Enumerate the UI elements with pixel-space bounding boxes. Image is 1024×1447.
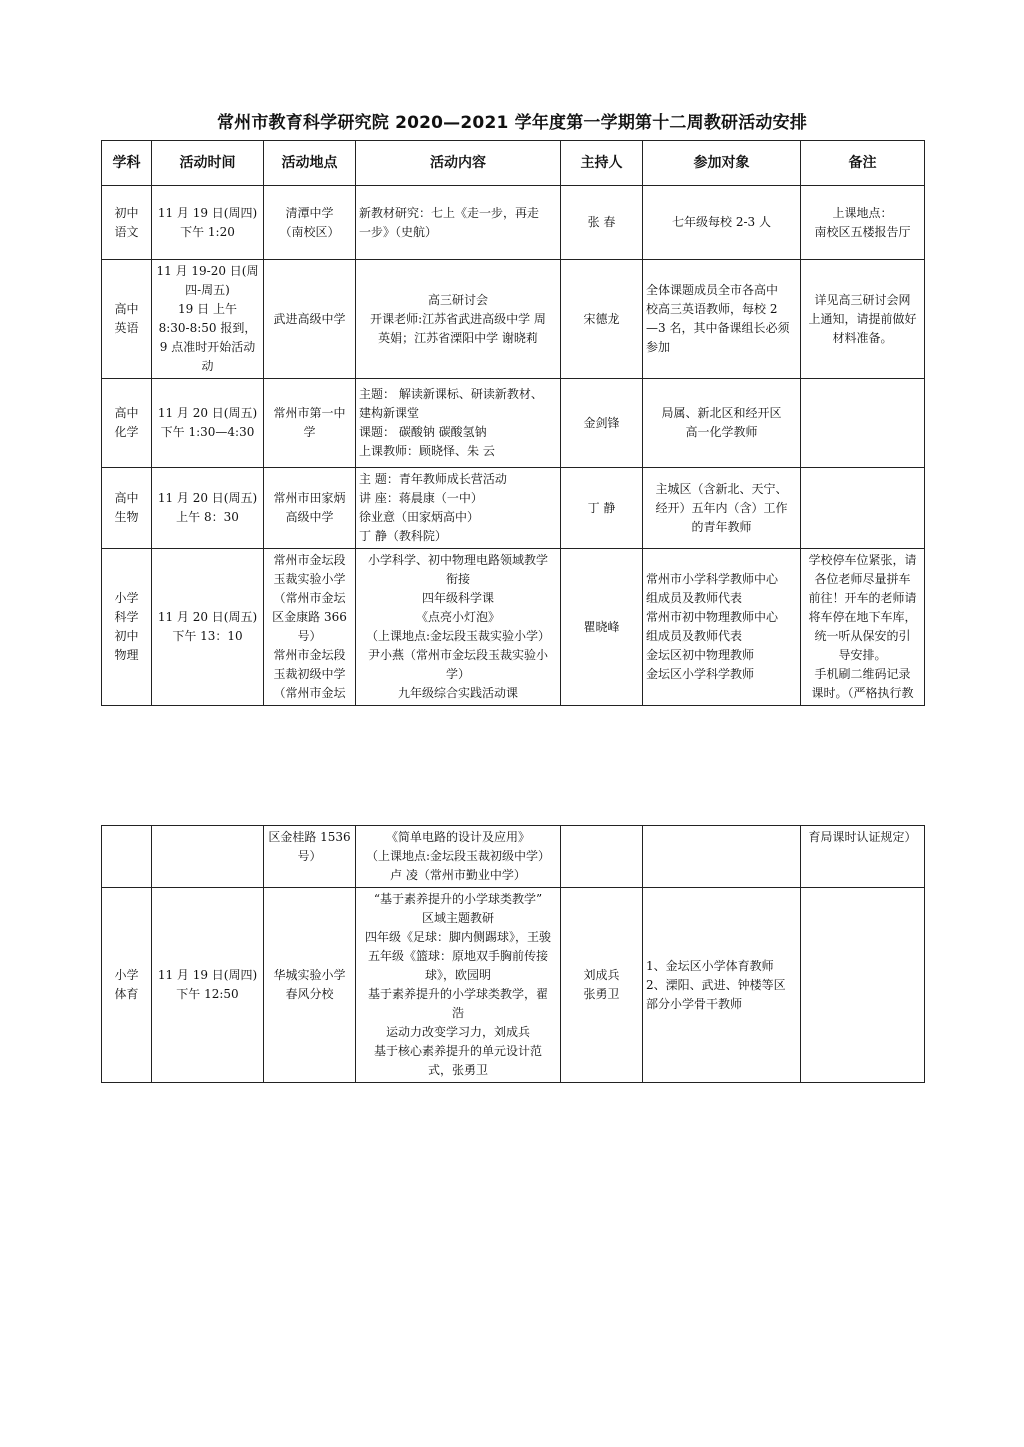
subject-text: 初中	[114, 205, 139, 220]
table-row	[102, 186, 925, 260]
time-text: 11 月 20 日(周五)	[157, 406, 258, 420]
table-row	[102, 260, 925, 379]
content-text: 球》，欧园明	[424, 968, 491, 982]
content-text: 《点亮小灯泡》	[415, 610, 500, 624]
content-text: 高三研讨会	[427, 292, 488, 307]
cell-notes	[801, 468, 925, 549]
cell-participants	[643, 379, 801, 468]
subject-text: 高中	[114, 491, 139, 505]
cell-subject	[102, 549, 152, 706]
subject-text: 高中	[114, 302, 139, 316]
place-text: 常州市第一中	[273, 406, 346, 420]
place-text: （常州市金坛	[273, 686, 346, 700]
content-text: 主 题：青年教师成长营活动	[359, 472, 507, 486]
header-place: 活动地点	[264, 141, 356, 186]
content-text: 运动力改变学习力，刘成兵	[385, 1025, 530, 1039]
cell-place	[264, 186, 356, 260]
host-text: 张 春	[587, 215, 616, 229]
subject-text: 体育	[114, 987, 139, 1001]
time-text: 下午 1:30—4:30	[160, 425, 255, 439]
time-text: 11 月 19 日(周四)	[157, 968, 258, 982]
cell-time	[152, 549, 264, 706]
cell-content	[356, 468, 561, 549]
content-text: 学）	[445, 667, 470, 681]
time-text: 下午 1:20	[180, 224, 235, 239]
cell-notes	[801, 379, 925, 468]
table-row-continuation	[102, 826, 925, 888]
cell-host	[561, 549, 643, 706]
cell-place	[264, 468, 356, 549]
content-text: 区域主题教研	[421, 911, 494, 925]
participants-text: 组成员及教师代表	[646, 629, 743, 643]
notes-text: 统一听从保安的引	[814, 629, 911, 643]
time-text: 11 月 20 日(周五)	[157, 610, 258, 624]
place-text: 号）	[297, 849, 322, 863]
cell-participants	[643, 549, 801, 706]
cell-host	[561, 468, 643, 549]
place-text: 常州市田家炳	[273, 491, 346, 505]
content-text: 小学科学、初中物理电路领域教学	[367, 553, 548, 567]
cell-participants	[643, 826, 801, 888]
notes-text: 上课地点：	[832, 205, 893, 220]
notes-text: 导安排。	[838, 648, 887, 662]
page-title: 常州市教育科学研究院 2020—2021 学年度第一学期第十二周教研活动安排	[216, 113, 808, 133]
place-text: 高级中学	[285, 510, 334, 524]
place-text: （南校区）	[279, 224, 340, 239]
content-text: （上课地点:金坛段玉裁初级中学）	[365, 849, 551, 863]
cell-subject	[102, 186, 152, 260]
cell-place	[264, 379, 356, 468]
cell-notes	[801, 260, 925, 379]
place-text: 华城实验小学	[273, 968, 346, 982]
participants-text: 组成员及教师代表	[646, 591, 743, 605]
place-text: 玉裁实验小学	[273, 572, 346, 586]
time-text: 8:30-8:50 报到，	[158, 321, 257, 335]
place-text: 玉裁初级中学	[273, 667, 346, 681]
notes-text: 南校区五楼报告厅	[814, 224, 911, 239]
time-text: 动	[201, 359, 214, 373]
content-text: 基于素养提升的小学球类教学，翟	[367, 987, 548, 1001]
participants-text: 校高三英语教师，每校 2	[646, 302, 778, 316]
cell-time	[152, 260, 264, 379]
table-header-row	[102, 141, 925, 186]
subject-text: 科学	[114, 610, 139, 624]
time-text: 11 月 19-20 日(周	[156, 264, 259, 278]
cell-subject	[102, 888, 152, 1083]
participants-text: 2、溧阳、武进、钟楼等区	[646, 977, 786, 992]
subject-text: 语文	[114, 224, 139, 239]
cell-subject	[102, 260, 152, 379]
cell-time	[152, 826, 264, 888]
cell-content	[356, 260, 561, 379]
cell-place	[264, 549, 356, 706]
content-text: 一步》（史航）	[359, 224, 438, 239]
table-row	[102, 468, 925, 549]
cell-content	[356, 186, 561, 260]
content-text: 徐业意（田家炳高中）	[359, 510, 480, 524]
cell-place	[264, 826, 356, 888]
cell-host	[561, 379, 643, 468]
cell-content	[356, 549, 561, 706]
header-time: 活动时间	[152, 141, 264, 186]
participants-text: 常州市初中物理教师中心	[646, 610, 779, 624]
subject-text: 高中	[114, 406, 139, 420]
time-text: 上午 8：30	[176, 510, 239, 524]
content-text: 开课老师:江苏省武进高级中学 周	[370, 311, 546, 326]
subject-text: 英语	[114, 321, 139, 335]
time-text: 11 月 20 日(周五)	[157, 491, 258, 505]
notes-text: 材料准备。	[832, 330, 893, 345]
content-text: 讲 座：蒋晨康（一中）	[359, 491, 483, 505]
content-text: “基于素养提升的小学球类教学”	[373, 892, 543, 906]
time-text: 四-周五)	[185, 283, 230, 297]
host-text: 刘成兵	[583, 968, 620, 982]
header-content: 活动内容	[356, 141, 561, 186]
participants-text: 主城区（含新北、天宁、	[655, 481, 788, 496]
notes-text: 将车停在地下车库，	[808, 610, 917, 624]
cell-participants	[643, 888, 801, 1083]
cell-content	[356, 379, 561, 468]
subject-text: 初中	[114, 629, 139, 643]
content-text: 四年级科学课	[421, 591, 494, 605]
participants-text: 常州市小学科学教师中心	[646, 572, 779, 586]
content-text: 四年级《足球：脚内侧踢球》，王骏	[364, 930, 551, 944]
place-text: （常州市金坛	[273, 591, 346, 605]
cell-time	[152, 888, 264, 1083]
time-text: 下午 12:50	[176, 987, 239, 1001]
content-text: 主题： 解读新课标、研读新教材、	[359, 387, 543, 401]
cell-content	[356, 888, 561, 1083]
content-text: 基于核心素养提升的单元设计范	[373, 1044, 542, 1058]
subject-text: 化学	[114, 425, 139, 439]
participants-text: 金坛区初中物理教师	[646, 648, 755, 662]
place-text: 春风分校	[285, 987, 334, 1001]
content-text: 尹小燕（常州市金坛段玉裁实验小	[367, 648, 548, 662]
cell-subject	[102, 468, 152, 549]
notes-text: 各位老师尽量拼车	[814, 572, 911, 586]
cell-host	[561, 888, 643, 1083]
header-notes: 备注	[801, 141, 925, 186]
content-text: 丁 静（教科院）	[359, 529, 447, 543]
host-text: 丁 静	[587, 500, 616, 515]
cell-participants	[643, 260, 801, 379]
table-row	[102, 549, 925, 706]
header-host: 主持人	[561, 141, 643, 186]
cell-host	[561, 826, 643, 888]
cell-notes	[801, 186, 925, 260]
cell-time	[152, 186, 264, 260]
participants-text: 的青年教师	[691, 519, 752, 534]
cell-place	[264, 888, 356, 1083]
notes-text: 学校停车位紧张，请	[808, 553, 917, 567]
header-participants: 参加对象	[643, 141, 801, 186]
place-text: 常州市金坛段	[273, 553, 346, 567]
cell-participants	[643, 468, 801, 549]
participants-text: 部分小学骨干教师	[646, 996, 743, 1011]
content-text: 《简单电路的设计及应用》	[385, 830, 530, 844]
table-row	[102, 379, 925, 468]
time-text: 9 点准时开始活动	[159, 340, 256, 354]
place-text: 武进高级中学	[273, 311, 346, 326]
participants-text: 全体课题成员全市各高中	[646, 283, 779, 297]
content-text: 五年级《篮球：原地双手胸前传接	[367, 949, 548, 963]
time-text: 19 日 上午	[178, 302, 237, 316]
place-text: 常州市金坛段	[273, 648, 346, 662]
participants-text: 七年级每校 2-3 人	[672, 215, 771, 229]
header-subject: 学科	[102, 141, 152, 186]
host-text: 张勇卫	[583, 987, 620, 1001]
place-text: 清潭中学	[285, 205, 334, 220]
content-text: 九年级综合实践活动课	[397, 686, 518, 700]
content-text: 英娟；江苏省溧阳中学 谢晓莉	[378, 330, 538, 345]
participants-text: 高一化学教师	[685, 425, 758, 439]
notes-text: 上通知，请提前做好	[808, 311, 917, 326]
place-text: 号）	[297, 629, 322, 643]
host-text: 金剑锋	[583, 415, 620, 430]
schedule-table-continued	[101, 825, 925, 1083]
place-text: 区金桂路 1536	[268, 830, 351, 844]
schedule-table	[101, 140, 925, 706]
participants-text: 局属、新北区和经开区	[661, 406, 782, 420]
subject-text: 小学	[114, 968, 139, 982]
cell-participants	[643, 186, 801, 260]
notes-text: 前往！开车的老师请	[808, 591, 917, 605]
subject-text: 小学	[114, 591, 139, 605]
time-text: 11 月 19 日(周四)	[157, 205, 258, 220]
content-text: 建构新课堂	[359, 406, 420, 420]
cell-notes	[801, 549, 925, 706]
notes-text: 手机刷二维码记录	[814, 667, 911, 681]
content-text: 新教材研究：七上《走一步，再走	[359, 205, 540, 220]
subject-text: 物理	[114, 648, 139, 662]
content-text: （上课地点:金坛段玉裁实验小学）	[365, 629, 551, 643]
cell-time	[152, 468, 264, 549]
notes-text: 育局课时认证规定）	[808, 830, 917, 844]
participants-text: 参加	[646, 340, 671, 354]
cell-host	[561, 186, 643, 260]
host-text: 宋德龙	[583, 311, 620, 326]
cell-content	[356, 826, 561, 888]
content-text: 上课教师：顾晓怿、朱 云	[359, 444, 495, 458]
cell-subject	[102, 379, 152, 468]
cell-subject	[102, 826, 152, 888]
notes-text: 课时。（严格执行教	[811, 686, 914, 700]
cell-place	[264, 260, 356, 379]
content-text: 浩	[451, 1006, 464, 1020]
place-text: 区金康路 366	[272, 610, 347, 624]
place-text: 学	[303, 425, 316, 439]
cell-host	[561, 260, 643, 379]
cell-time	[152, 379, 264, 468]
participants-text: 经开）五年内（含）工作	[655, 500, 788, 515]
cell-notes	[801, 888, 925, 1083]
content-text: 卢 凌（常州市勤业中学）	[390, 868, 526, 882]
content-text: 衔接	[445, 572, 470, 586]
participants-text: —3 名，其中备课组长必须	[646, 321, 790, 335]
notes-text: 详见高三研讨会网	[814, 292, 911, 307]
table-row	[102, 888, 925, 1083]
cell-notes	[801, 826, 925, 888]
participants-text: 金坛区小学科学教师	[646, 667, 755, 681]
content-text: 课题： 碳酸钠 碳酸氢钠	[359, 425, 487, 439]
subject-text: 生物	[114, 510, 139, 524]
host-text: 瞿晓峰	[583, 619, 620, 634]
participants-text: 1、金坛区小学体育教师	[646, 958, 774, 973]
time-text: 下午 13：10	[172, 629, 243, 643]
content-text: 式，张勇卫	[427, 1063, 488, 1077]
